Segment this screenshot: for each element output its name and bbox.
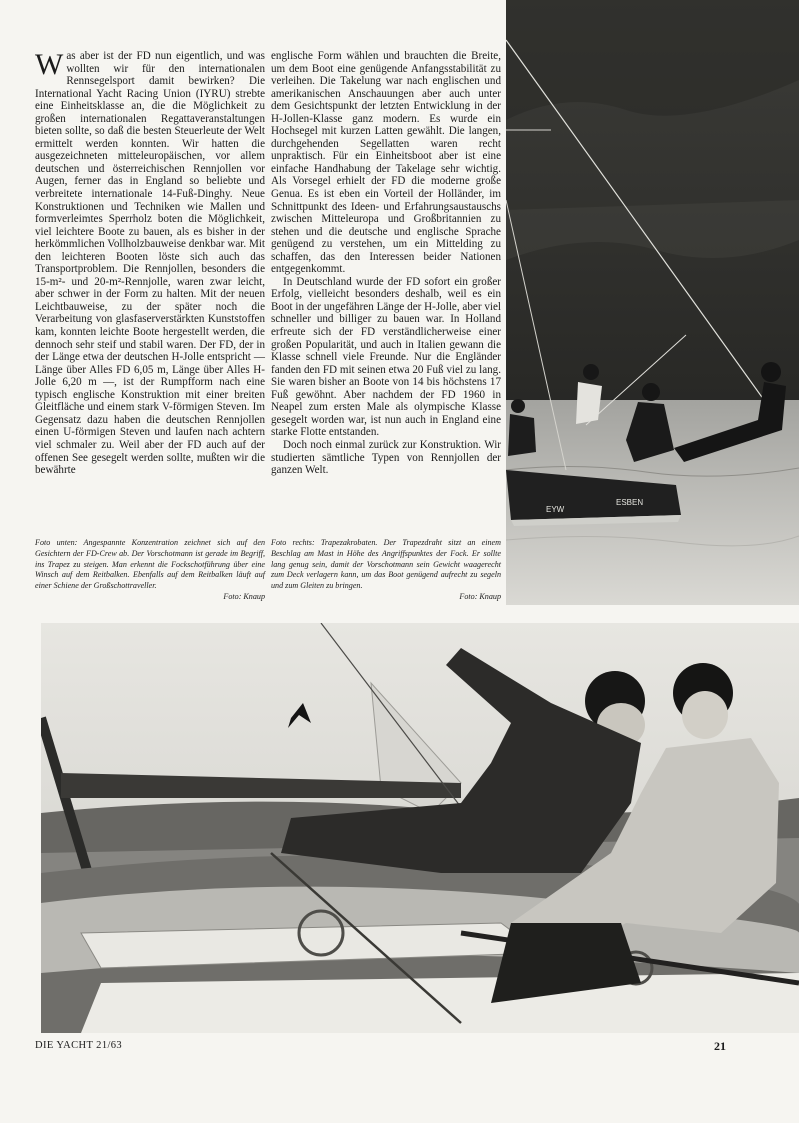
photo-caption-bottom-photo xyxy=(35,538,265,603)
article-column-right xyxy=(271,50,501,477)
article-paragraph: In Deutschland wurde der FD sofort ein großer Erfolg, vielleicht besonders deshalb, weil es ein Boot in der ungefähren Länge der H-Jolle, aber viel schneller und billiger zu bauen war. In Holland erfreute sich der FD verständlicherweise einer großen Popularität, und auch in Italien gewann die Klasse schnell viele Freunde. Nur die Engländer fanden den FD mit seinen etwa 20 Fuß viel zu lang. Sie waren bisher an Boote von 14 bis höchstens 17 Fuß gewöhnt. Aber nachdem der FD 1960 in Neapel zum ersten Male als olympische Klasse gesegelt worden war, ist nun auch in England eine starke Flotte entstanden. xyxy=(271,275,501,439)
photo-trapeze-sailors xyxy=(506,0,799,605)
article-paragraph: englische Form wählen und brauchten die Breite, um dem Boot eine genügende Anfangsstabilität zu verleihen. Die Takelung war nach englischen und amerikanischen Anschauungen aber auch unter dem Gesichtspunkt der letzten Entwicklung in der H-Jollen-Klasse ganz modern. Es wurde ein Hochsegel mit kurzen Latten gewählt. Die langen, durchgehenden Segellatten waren recht unpraktisch. Für ein Einheitsboot aber ist eine einfache Handhabung der Takelage sehr wichtig. Als Vorsegel erhielt der FD die moderne große Genua. Es ist eben ein Vorteil der Holländer, im Schnittpunkt des Ideen- und Erfahrungsaustauschs zwischen Mitteleuropa und Großbritannien zu stehen und die deutsche und englische Sprache genügend zu verstehen, um ein Mittelding zu schaffen, das den Interessen beider Nationen entgegenkommt. xyxy=(271,50,501,276)
hull-marking: EYW xyxy=(546,505,565,514)
caption-text: Foto unten: Angespannte Konzentration zeichnet sich auf den Gesichtern der FD-Crew ab. Der Vorschotmann ist gerade im Begriff, ins Trapez zu steigen. Man erkennt die Fockschotführung über eine Winsch auf dem Reitbalken. Ebenfalls auf dem Reitbalken läuft auf einer Schiene der Großschottraveller. xyxy=(35,538,265,591)
publication-footer: DIE YACHT 21/63 xyxy=(35,1040,123,1051)
article-paragraph: Doch noch einmal zurück zur Konstruktion. Wir studierten sämtliche Typen von Rennjollen der ganzen Welt. xyxy=(271,438,501,477)
drop-cap: W xyxy=(35,48,64,81)
hull-marking: ESBEN xyxy=(616,498,644,507)
page-number: 21 xyxy=(714,1039,726,1053)
photo-trapeze-sailors-illustration xyxy=(506,0,799,605)
photo-credit: Foto: Knaup xyxy=(459,591,501,601)
photo-fd-crew xyxy=(41,623,799,1033)
article-paragraph xyxy=(35,50,265,477)
photo-caption-right-photo xyxy=(271,538,501,603)
paragraph-text: as aber ist der FD nun eigentlich, und was wollten wir für den internationalen Rennsegelsport damit bewirken? Die International Yacht Racing Union (IYRU) strebte eine Einheitsklasse an, die die Möglichkeit zu großen internationalen Regattaveranstaltungen bieten sollte, so daß die besten Steuerleute der Welt ermittelt werden konnten. Wir hatten die ausgezeichneten mitteleuropäischen, vor allem deutschen und österreichischen Rennjollen vor Augen, ferner das in England so beliebte und verbreitete internationale 14-Fuß-Dinghy. Neue Konstruktionen und Techniken wie Mallen und formverleimtes Sperrholz boten die Möglichkeit, viel leichtere Boote zu bauen, als es bisher in der herkömmlichen Vollholzbauweise denkbar war. Mit den leichteren Booten löste sich auch das Transportproblem. Die Rennjollen, besonders die 15-m²- und 20-m²-Rennjolle, waren zwar leicht, aber schwer in der Form zu halten. Mit der neuen Leichtbauweise, zu der später noch die Verarbeitung von glasfaserverstärkten Kunststoffen kam, konnten leichte Boote hergestellt werden, die dennoch sehr steif und stabil waren. Der FD, der in der Länge etwa der deutschen H-Jolle entspricht — Länge über Alles FD 6,05 m, Länge über Alles H-Jolle 6,20 m —, ist der Rumpfform nach eine typisch englische Konstruktion mit einer breiten Gleitfläche und einem stark V-förmigen Steven. Im Gegensatz dazu haben die deutschen Rennjollen einen U-förmigen Steven und laufen nach achtern viel schmaler zu. Weil aber der FD auch auf der offenen See gesegelt werden sollte, mußten wir die bewährte xyxy=(35,50,265,477)
article-column-left xyxy=(35,50,265,477)
caption-text: Foto rechts: Trapezakrobaten. Der Trapezdraht sitzt an einem Beschlag am Mast in Höhe des Angriffspunktes der Fock. Er sollte lang genug sein, damit der Vorschotmann sein Gewicht waagerecht zum Deck verlagern kann, um das Boot genügend aufrecht zu segeln und zum Gleiten zu bringen. xyxy=(271,538,501,591)
photo-credit: Foto: Knaup xyxy=(223,591,265,601)
photo-fd-crew-illustration xyxy=(41,623,799,1033)
